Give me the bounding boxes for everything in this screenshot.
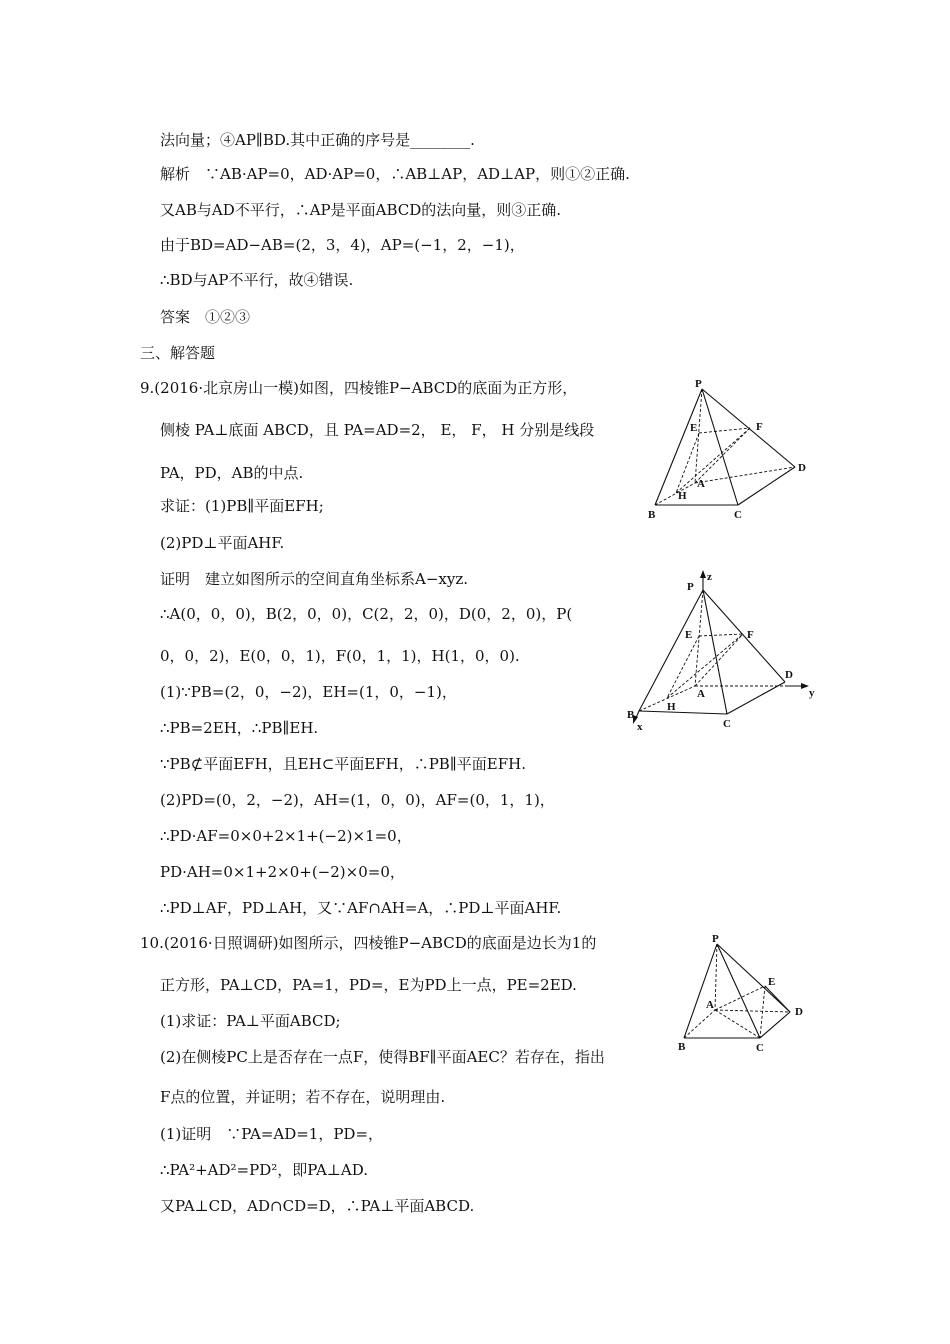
text-line: ∴PB=2EH，∴PB∥EH.	[160, 719, 319, 737]
text-line: 由于BD=AD−AB=(2，3，4)，AP=(−1，2，−1)，	[160, 236, 525, 254]
vertex-label: D	[798, 462, 806, 474]
text-line: ∴BD与AP不平行，故④错误.	[160, 271, 354, 289]
vertex-label: C	[723, 718, 731, 730]
vertex-label: P	[687, 581, 694, 593]
vertex-label: D	[795, 1006, 803, 1018]
text-line: 又AB与AD不平行，∴AP是平面ABCD的法向量，则③正确.	[160, 201, 562, 219]
text-line: ∴PD·AF=0×0+2×1+(−2)×1=0，	[160, 827, 412, 845]
text-line: (2)PD⊥平面AHF.	[160, 534, 285, 552]
text-line: PD·AH=0×1+2×0+(−2)×0=0，	[160, 863, 405, 881]
text-line: (2)在侧棱PC上是否存在一点F，使得BF∥平面AEC？若存在，指出	[160, 1048, 605, 1066]
vertex-label: D	[785, 669, 793, 681]
text-line: 0，0，2)，E(0，0，1)，F(0，1，1)，H(1，0，0).	[160, 647, 520, 665]
text-line: (1)求证：PA⊥平面ABCD;	[160, 1012, 341, 1030]
text-line: PA，PD，AB的中点.	[160, 464, 304, 482]
vertex-label: P	[695, 378, 702, 390]
axis-label: y	[809, 687, 815, 699]
vertex-label: A	[697, 478, 705, 490]
text-line: ∴PD⊥AF，PD⊥AH，又∵AF∩AH=A，∴PD⊥平面AHF.	[160, 899, 562, 917]
text-line: ∴PA²+AD²=PD²，即PA⊥AD.	[160, 1161, 368, 1179]
vertex-label: A	[697, 688, 705, 700]
problem-10-title: 10.(2016·日照调研)如图所示，四棱锥P−ABCD的底面是边长为1的	[140, 934, 597, 952]
vertex-label: A	[706, 999, 714, 1011]
axis-label: x	[637, 721, 643, 733]
text-line: 求证：(1)PB∥平面EFH;	[160, 497, 324, 515]
text-line: F点的位置，并证明；若不存在，说明理由.	[160, 1088, 446, 1106]
vertex-label: E	[768, 976, 776, 988]
text-line: 证明 建立如图所示的空间直角坐标系A−xyz.	[160, 570, 469, 588]
text-line: (1)证明 ∵PA=AD=1，PD=，	[160, 1125, 384, 1143]
text-line: (1)∵PB=(2，0，−2)，EH=(1，0，−1)，	[160, 683, 457, 701]
axis-label: z	[707, 571, 712, 583]
vertex-label: B	[627, 709, 635, 721]
pyramid-figure-2	[625, 568, 825, 733]
section-heading: 三、解答题	[140, 344, 216, 362]
text-line: (2)PD=(0，2，−2)，AH=(1，0，0)，AF=(0，1，1)，	[160, 791, 555, 809]
vertex-label: F	[747, 629, 754, 641]
text-line: 正方形，PA⊥CD，PA=1，PD=，E为PD上一点，PE=2ED.	[160, 976, 577, 994]
text-line: ∴A(0，0，0)，B(2，0，0)，C(2，2，0)，D(0，2，0)，P(	[160, 605, 573, 623]
vertex-label: H	[667, 701, 676, 713]
text-line: 答案 ①②③	[160, 308, 251, 326]
text-line: 解析 ∵AB·AP=0，AD·AP=0，∴AB⊥AP，AD⊥AP，则①②正确.	[160, 165, 630, 183]
vertex-label: H	[678, 490, 687, 502]
vertex-label: B	[648, 509, 656, 521]
problem-9-title: 9.(2016·北京房山一模)如图，四棱锥P−ABCD的底面为正方形，	[140, 379, 578, 397]
text-line: 法向量；④AP∥BD.其中正确的序号是________.	[160, 131, 475, 149]
pyramid-figure-1	[640, 375, 820, 525]
pyramid-figure-3	[670, 930, 820, 1055]
vertex-label: E	[690, 422, 698, 434]
vertex-label: C	[734, 509, 742, 521]
text-line: 又PA⊥CD，AD∩CD=D，∴PA⊥平面ABCD.	[160, 1197, 475, 1215]
text-line: ∵PB⊄平面EFH，且EH⊂平面EFH，∴PB∥平面EFH.	[160, 755, 526, 773]
vertex-label: F	[756, 421, 763, 433]
vertex-label: E	[685, 629, 693, 641]
vertex-label: P	[712, 933, 719, 945]
vertex-label: B	[678, 1041, 686, 1053]
text-line: 侧棱 PA⊥底面 ABCD，且 PA=AD=2， E， F， H 分别是线段	[160, 421, 595, 439]
vertex-label: C	[756, 1042, 764, 1054]
